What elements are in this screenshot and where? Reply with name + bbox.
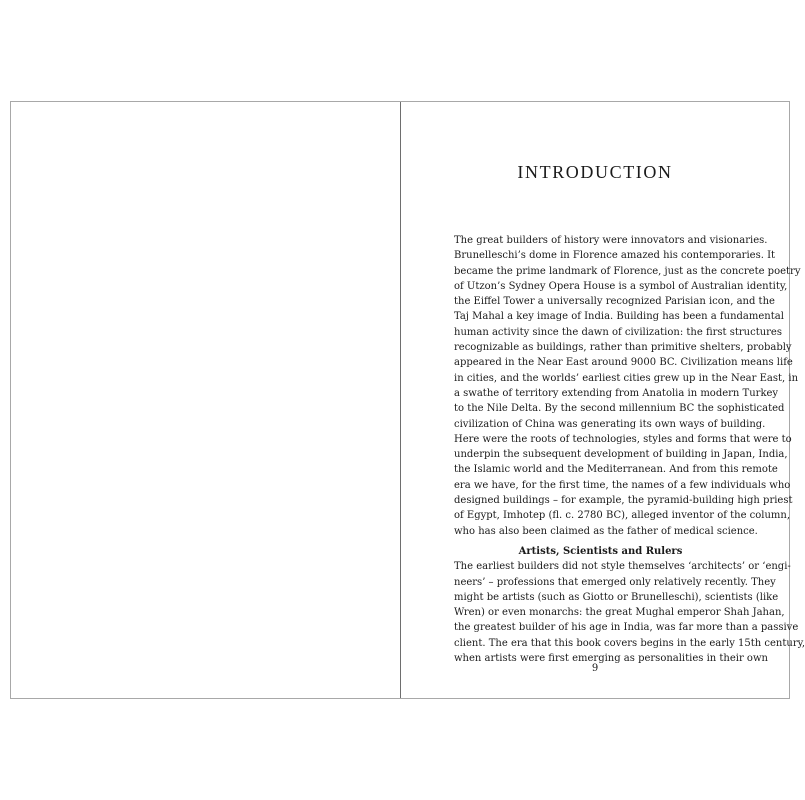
chapter-title: INTRODUCTION <box>517 162 673 182</box>
section-heading: Artists, Scientists and Rulers <box>518 545 683 557</box>
text-line: appeared in the Near East around 9000 BC. Civilization means life <box>454 357 793 369</box>
right-page <box>401 102 805 698</box>
text-line: the Islamic world and the Mediterranean. And from this remote <box>454 464 778 476</box>
text-line: might be artists (such as Giotto or Brunelleschi), scientists (like <box>454 591 779 603</box>
text-line: who has also been claimed as the father of medical science. <box>454 525 758 537</box>
text-line: Here were the roots of technologies, styles and forms that were to <box>454 433 792 445</box>
text-line: recognizable as buildings, rather than primitive shelters, probably <box>454 342 792 354</box>
text-line: Wren) or even monarchs: the great Mughal emperor Shah Jahan, <box>454 607 785 619</box>
text-line: neers’ – professions that emerged only relatively recently. They <box>454 576 776 588</box>
page-number: 9 <box>591 663 599 674</box>
text-line: The great builders of history were innovators and visionaries. <box>454 235 768 246</box>
text-line: of Utzon’s Sydney Opera House is a symbol of Australian identity, <box>454 280 788 292</box>
text-line: The earliest builders did not style themselves ‘architects’ or ‘engi- <box>454 561 791 573</box>
text-line: a swathe of territory extending from Anatolia in modern Turkey <box>454 387 779 399</box>
text-line: in cities, and the worlds’ earliest cities grew up in the Near East, in <box>454 372 799 384</box>
body-text <box>454 233 805 666</box>
text-line: to the Nile Delta. By the second millennium BC the sophisticated <box>454 403 785 415</box>
paragraph-1 <box>454 233 801 539</box>
book-spread <box>10 101 805 699</box>
text-line: when artists were first emerging as personalities in their own <box>454 653 768 665</box>
text-line: underpin the subsequent development of building in Japan, India, <box>454 449 788 461</box>
text-line: era we have, for the first time, the names of a few individuals who <box>454 479 791 491</box>
left-page-blank <box>11 102 400 698</box>
text-line: the Eiffel Tower a universally recognized Parisian icon, and the <box>454 296 775 308</box>
text-line: client. The era that this book covers begins in the early 15th century, <box>454 637 805 649</box>
text-line: designed buildings – for example, the pyramid-building high priest <box>454 495 793 507</box>
text-line: Brunelleschi’s dome in Florence amazed his contemporaries. It <box>454 250 776 262</box>
text-line: became the prime landmark of Florence, just as the concrete poetry <box>454 265 801 277</box>
text-line: Taj Mahal a key image of India. Building has been a fundamental <box>454 311 784 323</box>
text-line: of Egypt, Imhotep (fl. c. 2780 BC), alleged inventor of the column, <box>454 510 791 522</box>
paragraph-2 <box>454 559 805 666</box>
text-line: civilization of China was generating its own ways of building. <box>454 418 766 430</box>
text-line: the greatest builder of his age in India, was far more than a passive <box>454 622 799 634</box>
text-line: human activity since the dawn of civilization: the first structures <box>454 326 782 338</box>
